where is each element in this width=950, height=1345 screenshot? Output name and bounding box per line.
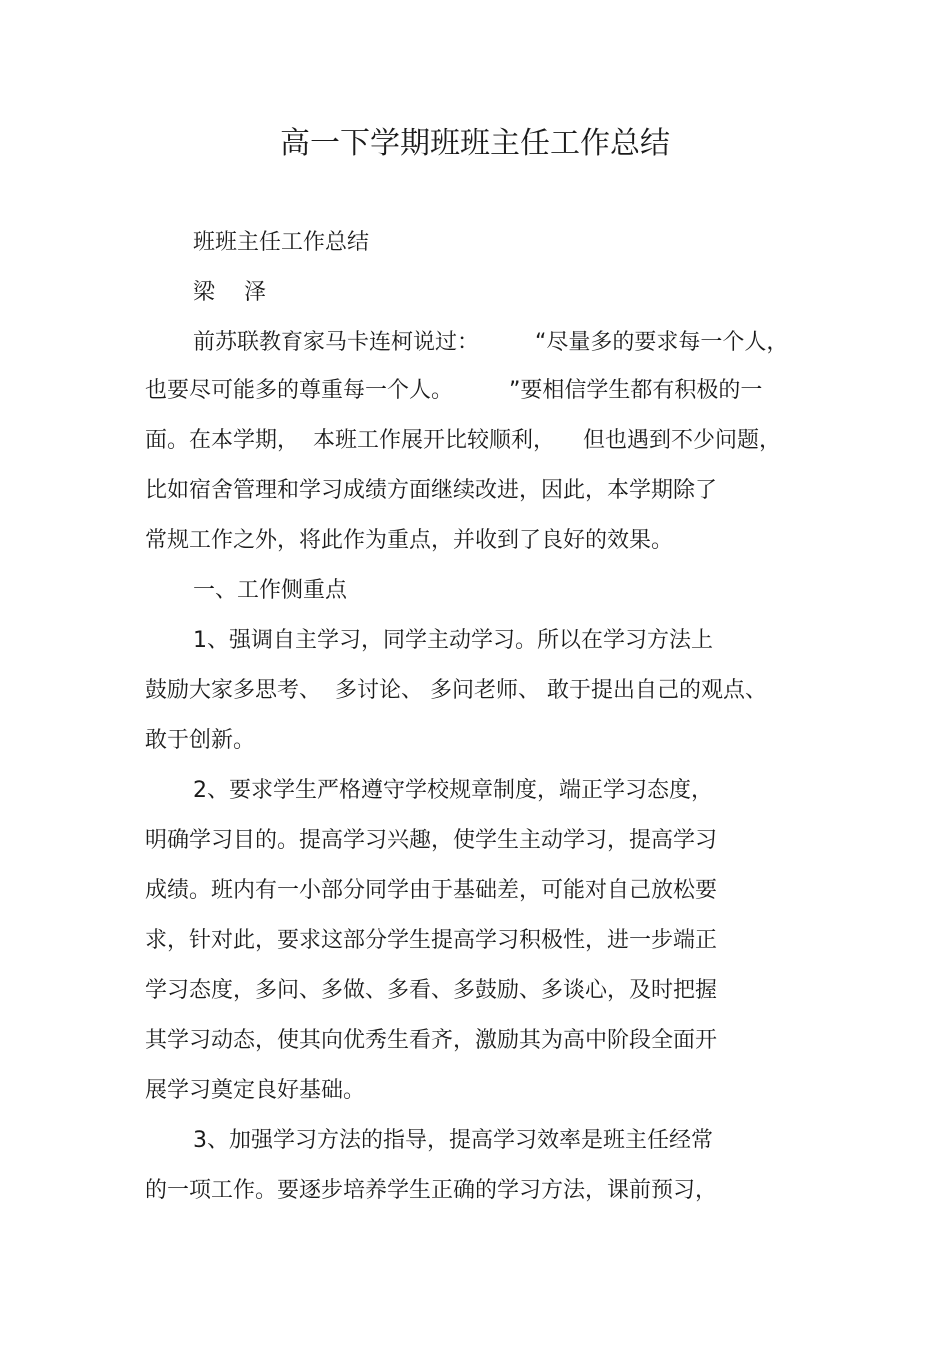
paragraph-line: 其学习动态，使其向优秀生看齐，激励其为高中阶段全面开 [145, 1028, 718, 1053]
paragraph-line: 求，针对此，要求这部分学生提高学习积极性，进一步端正 [145, 928, 718, 953]
paragraph-line: 比如宿舍管理和学习成绩方面继续改进，因此，本学期除了 [145, 478, 718, 503]
paragraph-line: 展学习奠定良好基础。 [145, 1078, 366, 1103]
subtitle-line: 班班主任工作总结 [193, 230, 370, 255]
document-title: 高一下学期班班主任工作总结 [280, 126, 670, 161]
paragraph-line: 成绩。班内有一小部分同学由于基础差，可能对自己放松要 [145, 878, 718, 903]
author-line: 梁 泽 [193, 280, 266, 305]
paragraph-line: 鼓励大家多思考、 多讨论、 多问老师、 敢于提出自己的观点、 [145, 678, 767, 703]
paragraph-line: 也要尽可能多的尊重每一个人。 ”要相信学生都有积极的一 [145, 378, 763, 403]
paragraph-line: 的一项工作。要逐步培养学生正确的学习方法，课前预习， [145, 1178, 718, 1203]
paragraph-line: 前苏联教育家马卡连柯说过： “尽量多的要求每一个人， [193, 330, 789, 355]
paragraph-line: 常规工作之外，将此作为重点，并收到了良好的效果。 [145, 528, 674, 553]
paragraph-line: 3、加强学习方法的指导，提高学习效率是班主任经常 [193, 1128, 713, 1153]
paragraph-line: 明确学习目的。提高学习兴趣，使学生主动学习，提高学习 [145, 828, 718, 853]
paragraph-line: 面。在本学期， 本班工作展开比较顺利， 但也遇到不少问题， [145, 428, 781, 453]
paragraph-line: 2、要求学生严格遵守学校规章制度，端正学习态度， [193, 778, 713, 803]
paragraph-line: 敢于创新。 [145, 728, 256, 753]
paragraph-line: 1、强调自主学习，同学主动学习。所以在学习方法上 [193, 628, 713, 653]
paragraph-line: 学习态度，多问、多做、多看、多鼓励、多谈心，及时把握 [145, 978, 718, 1003]
section-heading: 一、工作侧重点 [193, 578, 348, 603]
